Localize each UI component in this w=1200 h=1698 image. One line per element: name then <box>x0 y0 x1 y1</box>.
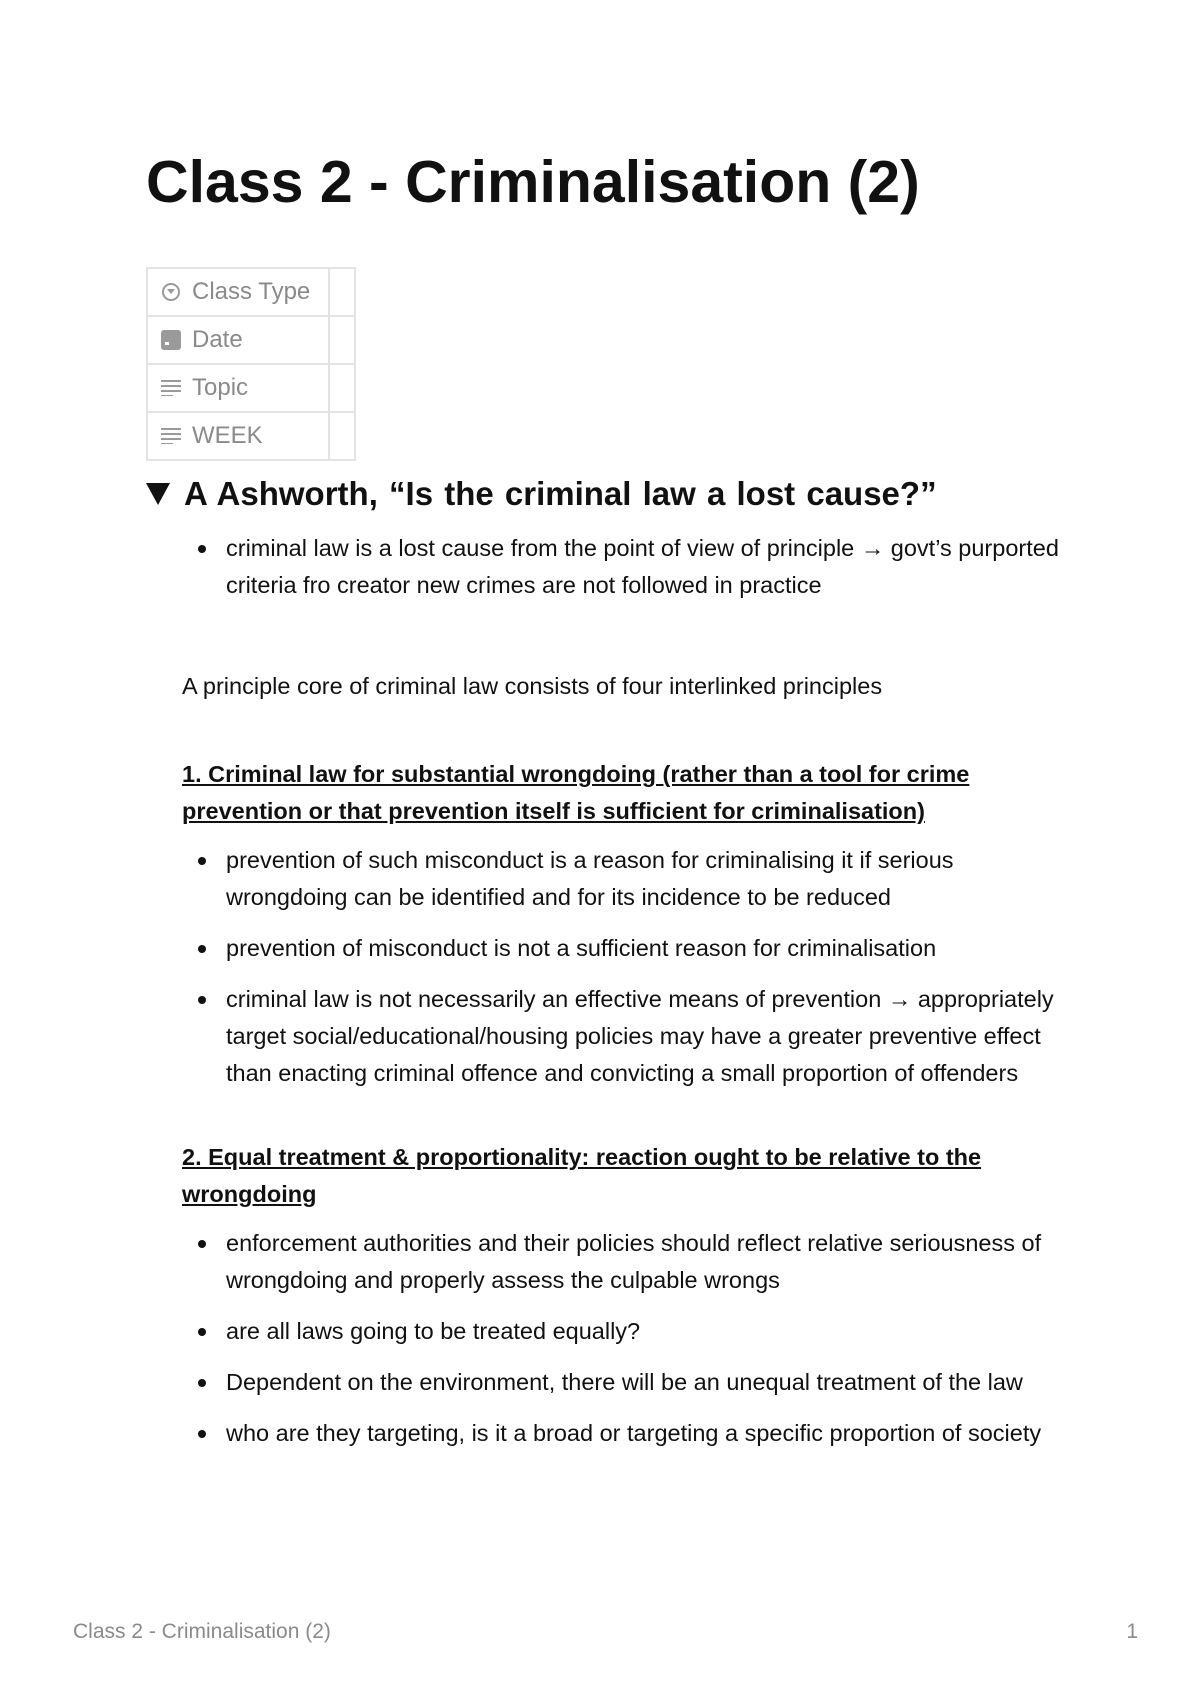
footer-title: Class 2 - Criminalisation (2) <box>73 1620 331 1643</box>
text-icon <box>160 377 182 399</box>
toggle-heading-text: A Ashworth, “Is the criminal law a lost cause?” <box>184 475 937 512</box>
property-value[interactable] <box>329 268 355 316</box>
list-item: are all laws going to be treated equally? <box>182 1313 1062 1350</box>
text-icon <box>160 425 182 447</box>
section-2-bullet-list <box>182 1225 1062 1452</box>
list-item: prevention of misconduct is not a sufficient reason for criminalisation <box>182 930 1062 967</box>
list-item: enforcement authorities and their policies should reflect relative seriousness of wrongdoing and properly assess the culpable wrongs <box>182 1225 1062 1299</box>
property-row-week[interactable] <box>147 412 355 460</box>
property-label: WEEK <box>192 422 263 449</box>
property-label: Date <box>192 326 243 353</box>
list-item: criminal law is a lost cause from the point of view of principle → govt’s purported criteria fro creator new crimes are not followed in practice <box>182 530 1062 604</box>
paragraph: A principle core of criminal law consists of four interlinked principles <box>182 673 883 699</box>
intro-bullet-list <box>182 530 1062 604</box>
property-row-date[interactable] <box>147 316 355 364</box>
date-icon <box>160 329 182 351</box>
property-value[interactable] <box>329 412 355 460</box>
property-row-topic[interactable] <box>147 364 355 412</box>
list-item: criminal law is not necessarily an effective means of prevention → appropriately target social/educational/housing policies may have a greater preventive effect than enacting criminal offence and convicting a small proportion of offenders <box>182 981 1062 1092</box>
toggle-content <box>182 530 1062 1466</box>
toggle-block[interactable] <box>146 474 937 514</box>
property-label: Topic <box>192 374 249 401</box>
page-number: 1 <box>1126 1620 1138 1643</box>
section-heading-1: 1. Criminal law for substantial wrongdoing (rather than a tool for crime prevention or that prevention itself is sufficient for criminalisation) <box>182 761 970 824</box>
properties-table <box>146 267 356 461</box>
list-item: who are they targeting, is it a broad or targeting a specific proportion of society <box>182 1415 1062 1452</box>
section-heading-2: 2. Equal treatment & proportionality: reaction ought to be relative to the wrongdoing <box>182 1144 982 1207</box>
property-row-class-type[interactable] <box>147 268 355 316</box>
property-value[interactable] <box>329 364 355 412</box>
property-label: Class Type <box>192 278 311 305</box>
list-item: prevention of such misconduct is a reason for criminalising it if serious wrongdoing can be identified and for its incidence to be reduced <box>182 842 1062 916</box>
list-item: Dependent on the environment, there will be an unequal treatment of the law <box>182 1364 1062 1401</box>
select-icon <box>160 281 182 303</box>
toggle-triangle-icon[interactable] <box>146 483 170 505</box>
section-1-bullet-list <box>182 842 1062 1092</box>
property-value[interactable] <box>329 316 355 364</box>
page-title: Class 2 - Criminalisation (2) <box>146 149 920 215</box>
